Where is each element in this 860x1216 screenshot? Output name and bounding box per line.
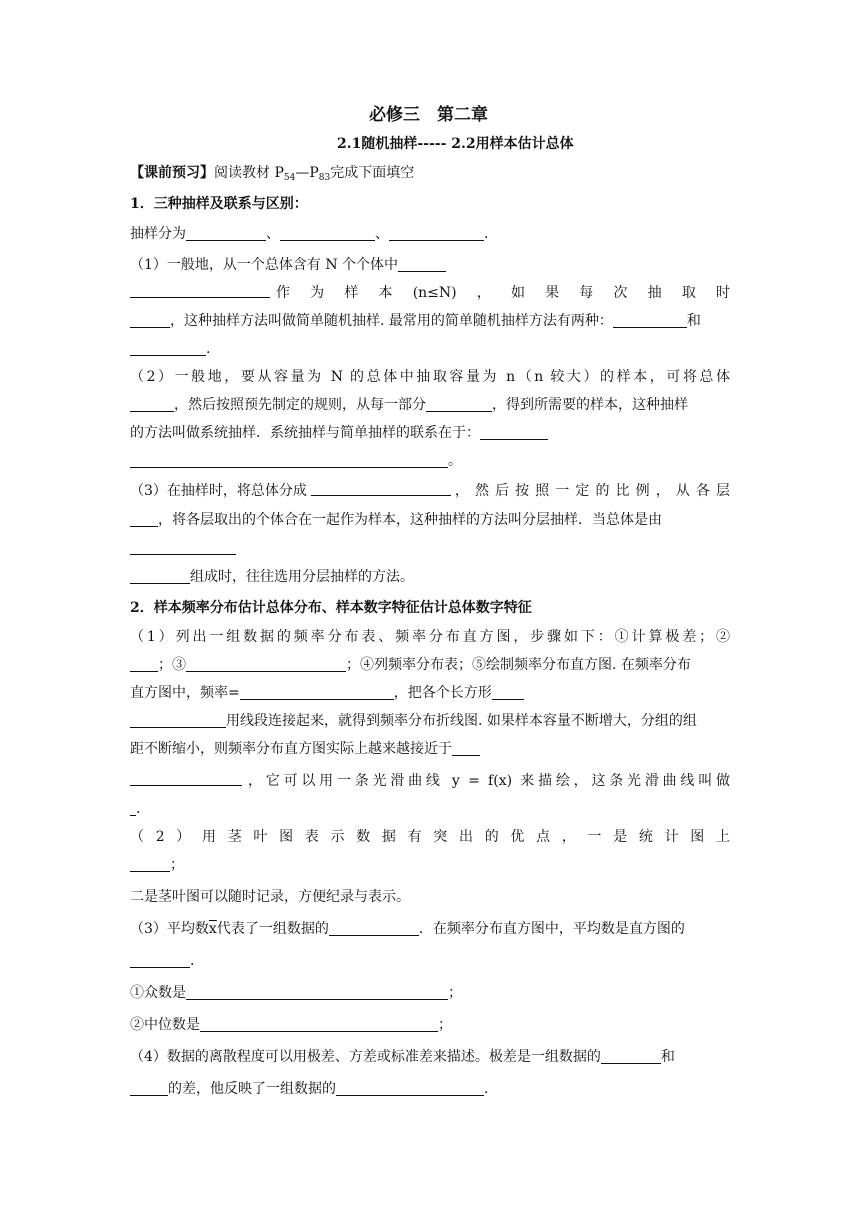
- mean-text: 代表了一组数据的: [216, 921, 329, 937]
- frequency-text: ；④列频率分布表；⑤绘制频率分布直方图. 在频率分布: [346, 657, 691, 673]
- answer-blank[interactable]: [186, 226, 266, 241]
- stem-leaf-line-3: 二是茎叶图可以随时记录，方便纪录与表示。: [130, 889, 410, 905]
- sampling-types-text: 抽样分为: [130, 226, 186, 242]
- answer-blank[interactable]: [130, 953, 190, 968]
- answer-blank[interactable]: [329, 921, 419, 936]
- answer-blank[interactable]: [130, 1081, 168, 1096]
- answer-blank[interactable]: [130, 341, 206, 356]
- frequency-line-7: [130, 799, 140, 819]
- answer-blank[interactable]: [452, 741, 480, 756]
- median-line: [130, 1015, 452, 1035]
- line-end: .: [190, 953, 195, 969]
- systematic-line-4: [130, 451, 462, 471]
- frequency-curve-text: ，它可以用一条光滑曲线 y = f(x) 来描绘，这条光滑曲线叫做: [248, 773, 730, 789]
- frequency-line-5: [130, 739, 480, 759]
- preview-page-start: 54: [283, 173, 296, 183]
- mode-text: ①众数是: [130, 985, 186, 1001]
- simple-random-line-3: [130, 311, 701, 331]
- stratified-line-3: [130, 538, 236, 558]
- conjunction: 和: [686, 313, 701, 329]
- simple-random-line-2: [130, 283, 730, 303]
- section-2-heading: 2．样本频率分布估计总体分布、样本数字特征估计总体数字特征: [130, 600, 532, 616]
- stem-leaf-line-2: [130, 855, 184, 875]
- line-end: ；: [438, 1017, 452, 1033]
- frequency-line-3: [130, 683, 524, 703]
- separator: 、: [266, 226, 280, 242]
- stratified-line-4: [130, 567, 414, 587]
- answer-blank[interactable]: [130, 540, 236, 555]
- mean-line-1: [130, 919, 685, 939]
- preview-text-a: 阅读教材 P: [214, 165, 284, 181]
- spaced-word: (n≤N): [412, 285, 457, 301]
- simple-random-line-1: [130, 255, 446, 275]
- spaced-word: 如: [510, 285, 525, 301]
- answer-blank[interactable]: [336, 1081, 484, 1096]
- answer-blank[interactable]: [240, 685, 394, 700]
- frequency-line-1: （1）列出一组数据的频率分布表、频率分布直方图，步骤如下：①计算极差；②: [130, 629, 730, 645]
- spaced-word: 果: [545, 285, 560, 301]
- frequency-text: 用线段连接起来，就得到频率分布折线图. 如果样本容量不断增大，分组的组: [226, 713, 697, 729]
- mean-symbol: $\overline{x}$: [208, 921, 217, 937]
- systematic-relation-text: 的方法叫做系统抽样．系统抽样与简单抽样的联系在于：: [130, 425, 480, 441]
- line-end: .: [484, 226, 489, 242]
- spaced-word: 每: [579, 285, 594, 301]
- sampling-types-line: [130, 224, 488, 244]
- answer-blank[interactable]: [480, 425, 548, 440]
- frequency-text: 直方图中，频率=: [130, 685, 240, 701]
- stem-leaf-text: （2）用茎叶图表示数据有突出的优点，一是统计图上: [130, 829, 730, 845]
- spaced-word: 样: [344, 285, 359, 301]
- dispersion-line-1: [130, 1047, 675, 1067]
- preview-text-c: 完成下面填空: [330, 165, 415, 181]
- stratified-text: ，然后按照一定的比例，从各层: [454, 483, 730, 499]
- line-end: .: [136, 801, 141, 817]
- answer-blank[interactable]: [280, 226, 375, 241]
- stem-leaf-line-1: [130, 827, 730, 847]
- dispersion-text: 的差，他反映了一组数据的: [168, 1081, 336, 1097]
- answer-blank[interactable]: [130, 313, 170, 328]
- spaced-word: 取: [681, 285, 696, 301]
- preview-label: 【课前预习】: [130, 165, 214, 181]
- frequency-line-4: [130, 711, 697, 731]
- stratified-text: 组成时，往往选用分层抽样的方法。: [190, 569, 414, 585]
- mode-line: [130, 983, 462, 1003]
- spaced-word: 本: [378, 285, 393, 301]
- preview-line: [130, 163, 414, 188]
- answer-blank[interactable]: [130, 713, 226, 728]
- stratified-text: ，将各层取出的个体合在一起作为样本，这种抽样的方法叫分层抽样．当总体是由: [158, 512, 662, 528]
- answer-blank[interactable]: [426, 397, 492, 412]
- frequency-text: 距不断缩小，则频率分布直方图实际上越来越接近于: [130, 741, 452, 757]
- spaced-word: 时: [715, 285, 730, 301]
- answer-blank[interactable]: [311, 481, 451, 496]
- answer-blank[interactable]: [613, 313, 687, 328]
- preview-text-b: —P: [295, 165, 319, 181]
- dispersion-line-2: [130, 1079, 488, 1099]
- frequency-text: ，把各个长方形: [393, 685, 492, 701]
- answer-blank[interactable]: [130, 771, 242, 786]
- separator: 、: [375, 226, 389, 242]
- answer-blank[interactable]: [389, 226, 484, 241]
- page-subtitle: 2.1随机抽样----- 2.2用样本估计总体: [337, 136, 574, 152]
- answer-blank[interactable]: [398, 257, 446, 272]
- simple-random-words: [270, 283, 730, 303]
- answer-blank[interactable]: [130, 512, 158, 527]
- median-text: ②中位数是: [130, 1017, 200, 1033]
- mean-text: （3）平均数: [130, 921, 209, 937]
- answer-blank[interactable]: [492, 685, 524, 700]
- answer-blank[interactable]: [130, 857, 170, 872]
- frequency-text: ；③: [158, 657, 186, 673]
- mean-line-2: [130, 951, 194, 971]
- line-end: 。: [448, 453, 462, 469]
- systematic-text: ，然后按照预先制定的规则，从每一部分: [174, 397, 426, 413]
- answer-blank[interactable]: [130, 453, 448, 468]
- answer-blank[interactable]: [130, 397, 174, 412]
- dispersion-text: （4）数据的离散程度可以用极差、方差或标准差来描述。极差是一组数据的: [130, 1049, 601, 1065]
- answer-blank[interactable]: [186, 657, 346, 672]
- answer-blank[interactable]: [130, 657, 158, 672]
- spaced-word: 次: [613, 285, 628, 301]
- frequency-line-6: [130, 771, 730, 791]
- systematic-line-3: [130, 423, 548, 443]
- answer-blank[interactable]: [200, 1017, 438, 1032]
- answer-blank[interactable]: [130, 569, 190, 584]
- preview-page-end: 83: [318, 173, 331, 183]
- conjunction: 和: [660, 1049, 675, 1065]
- simple-random-text: （1）一般地，从一个总体含有 N 个个体中: [130, 257, 399, 273]
- page-title: 必修三 第二章: [369, 105, 488, 125]
- answer-blank[interactable]: [601, 1049, 661, 1064]
- section-1-heading: 1．三种抽样及联系与区别：: [130, 196, 308, 212]
- spaced-word: 为: [310, 285, 325, 301]
- spaced-word: 作: [276, 285, 290, 301]
- simple-random-methods-text: ，这种抽样方法叫做简单随机抽样. 最常用的简单随机抽样方法有两种：: [170, 313, 613, 329]
- mean-text: ．在频率分布直方图中，平均数是直方图的: [418, 921, 685, 937]
- stratified-line-1: [130, 481, 730, 501]
- spaced-word: ，: [476, 285, 491, 301]
- line-end: .: [484, 1081, 489, 1097]
- stratified-line-2: [130, 510, 662, 530]
- spaced-word: 抽: [647, 285, 662, 301]
- simple-random-line-4: [130, 339, 210, 359]
- systematic-text: ，得到所需要的样本，这种抽样: [492, 397, 688, 413]
- frequency-line-2: [130, 655, 691, 675]
- stratified-text: （3）在抽样时，将总体分成: [130, 483, 307, 499]
- systematic-line-2: [130, 395, 688, 415]
- line-end: ；: [448, 985, 462, 1001]
- answer-blank[interactable]: [130, 283, 270, 298]
- systematic-line-1: （2）一般地，要从容量为 N 的总体中抽取容量为 n（n 较大）的样本，可将总体: [130, 369, 730, 385]
- line-end: ；: [170, 857, 184, 873]
- answer-blank[interactable]: [186, 985, 448, 1000]
- line-end: .: [206, 341, 211, 357]
